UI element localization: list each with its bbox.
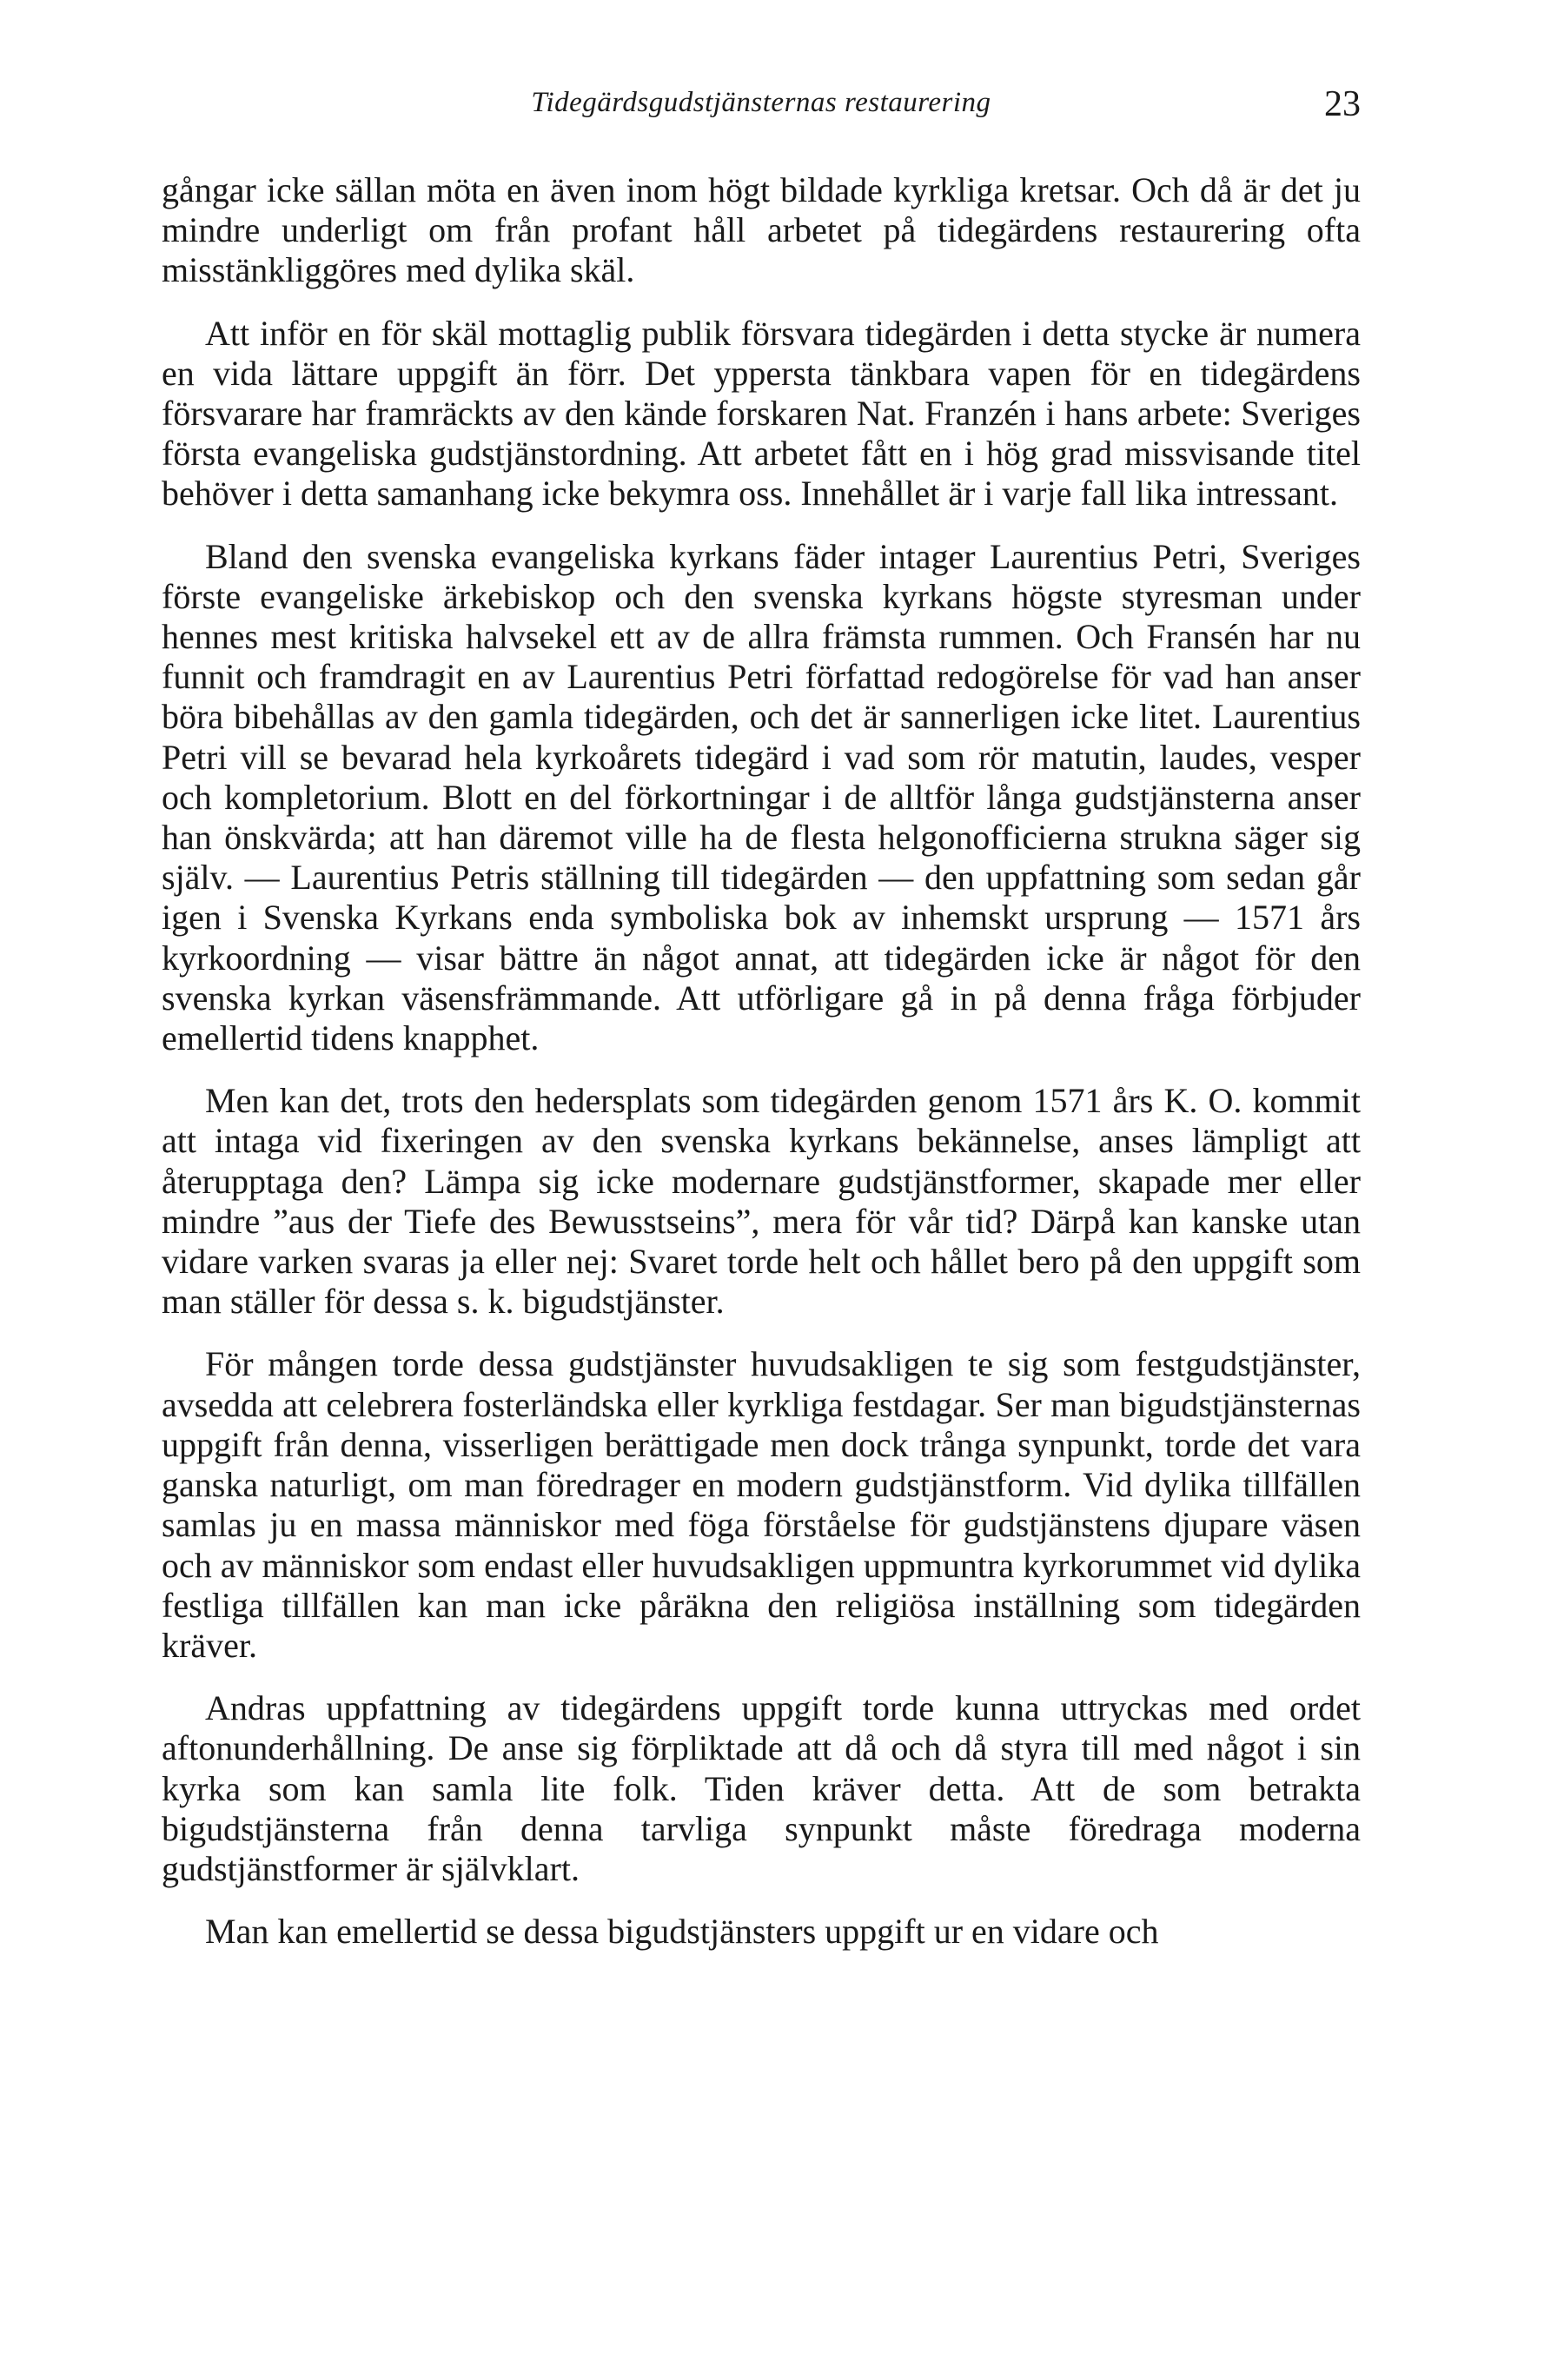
paragraph: Man kan emellertid se dessa bigudstjänsters uppgift ur en vidare och bbox=[205, 1912, 1159, 1952]
text-body bbox=[162, 170, 1361, 1952]
page-number: 23 bbox=[1324, 84, 1361, 124]
running-title: Tidegärdsgudstjänsternas restaurering bbox=[531, 87, 991, 118]
paragraph: Att inför en för skäl mottaglig publik försvara tidegärden i detta stycke är numera en vida lättare uppgift än förr. Det yppersta tänkbara vapen för en tidegärdens försvarare har framräckts av den kände forskaren Nat. Franzén i hans arbete: Sveriges första evangeliska gudstjänstordning. Att arbetet fått en i hög grad missvisande titel behöver i detta samanhang icke bekymra oss. Innehållet är i varje fall lika intressant. bbox=[162, 313, 1361, 514]
paragraph: Andras uppfattning av tidegärdens uppgift torde kunna uttryckas med ordet aftonunderhållning. De anse sig förpliktade att då och då styra till med något i sin kyrka som kan samla lite folk. Tiden kräver detta. Att de som betrakta bigudstjänsterna från denna tarvliga synpunkt måste föredraga moderna gudstjänstformer är självklart. bbox=[162, 1688, 1361, 1888]
paragraph: Men kan det, trots den hedersplats som tidegärden genom 1571 års K. O. kommit att intaga vid fixeringen av den svenska kyrkans bekännelse, anses lämpligt att återupptaga den? Lämpa sig icke modernare gudstjänstformer, skapade mer eller mindre ”aus der Tiefe des Bewusstseins”, mera för vår tid? Därpå kan kanske utan vidare varken svaras ja eller nej: Svaret torde helt och hållet bero på den uppgift som man ställer för dessa s. k. bigudstjänster. bbox=[162, 1081, 1361, 1322]
paragraph: För mången torde dessa gudstjänster huvudsakligen te sig som festgudstjänster, avsedda att celebrera fosterländska eller kyrkliga festdagar. Ser man bigudstjänsternas uppgift från denna, visserligen berättigade men dock trånga synpunkt, torde det vara ganska naturligt, om man föredrager en modern gudstjänstform. Vid dylika tillfällen samlas ju en massa människor med föga förståelse för gudstjänstens djupare väsen och av människor som endast eller huvudsakligen uppmuntra kyrkorummet vid dylika festliga tillfällen kan man icke påräkna den religiösa inställning som tidegärden kräver. bbox=[162, 1344, 1361, 1665]
paragraph: Bland den svenska evangeliska kyrkans fäder intager Laurentius Petri, Sveriges förste evangeliske ärkebiskop och den svenska kyrkans högste styresman under hennes mest kritiska halvsekel ett av de allra främsta rummen. Och Fransén har nu funnit och framdragit en av Laurentius Petri författad redogörelse för vad han anser böra bibehållas av den gamla tidegärden, och det är sannerligen icke litet. Laurentius Petri vill se bevarad hela kyrkoårets tidegärd i vad som rör matutin, laudes, vesper och kompletorium. Blott en del förkortningar i de alltför långa gudstjänsterna anser han önskvärda; att han däremot ville ha de flesta helgonofficierna strukna säger sig själv. — Laurentius Petris ställning till tidegärden — den uppfattning som sedan går igen i Svenska Kyrkans enda symboliska bok av inhemskt ursprung — 1571 års kyrkoordning — visar bättre än något annat, att tidegärden icke är något för den svenska kyrkan väsensfrämmande. Att utförligare gå in på denna fråga förbjuder emellertid tidens knapphet. bbox=[162, 536, 1361, 1058]
page-header bbox=[162, 84, 1361, 139]
paragraph: gångar icke sällan möta en även inom högt bildade kyrkliga kretsar. Och då är det ju mindre underligt om från profant håll arbetet på tidegärdens restaurering ofta misstänkliggöres med dylika skäl. bbox=[162, 170, 1361, 290]
